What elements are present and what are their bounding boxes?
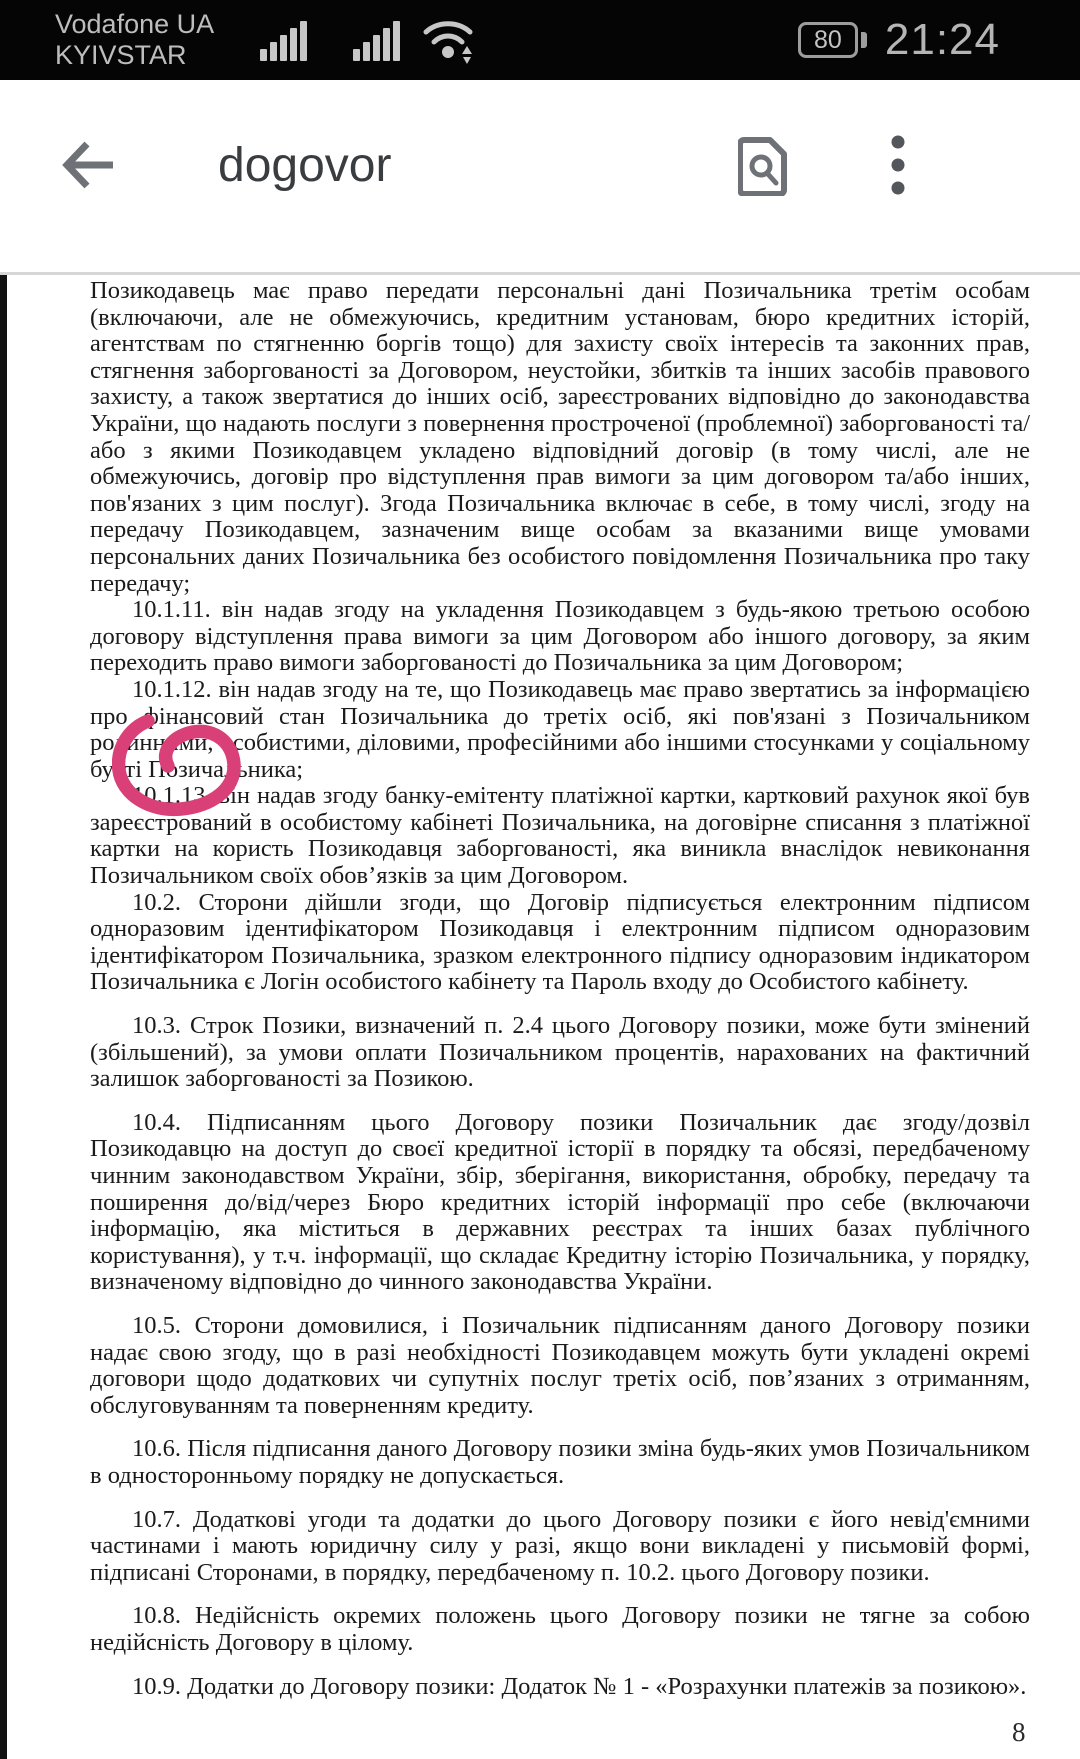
paragraph-10-9: 10.9. Додатки до Договору позики: Додаток № 1 - «Розрахунки платежів за позикою».: [132, 1672, 1027, 1700]
cellular-signal-icon: [260, 19, 307, 61]
find-in-document-icon: [738, 134, 790, 196]
carrier-name-1: Vodafone UA: [55, 9, 215, 39]
battery-icon: [798, 22, 858, 58]
status-time: 21:24: [884, 15, 1000, 64]
document-page[interactable]: [7, 275, 1080, 1759]
cellular-signal-2-icon: [353, 19, 400, 61]
wifi-icon: [422, 16, 478, 69]
app-toolbar: [0, 80, 1080, 272]
paragraph-10-1-12: 10.1.12. він надав згоду на те, що Позикодавець має право звертатись за інформацією про фінансовий стан Позичальника до третіх осіб, які пов'язані з Позичальником родинними, особистими, діловими, професійними або іншими стосунками у соціальному бутті Позичальника;: [90, 675, 1030, 783]
overflow-menu-button[interactable]: [866, 133, 930, 197]
paragraph-10-1-11: 10.1.11. він надав згоду на укладення Позикодавцем з будь-якою третьою особою договору відступлення права вимоги за цим Договором або іншого договору, за яким переходить право вимоги заборгованості до Позичальника за цим Договором;: [90, 596, 1030, 677]
status-bar: [0, 0, 1080, 80]
document-paragraphs: [90, 278, 1030, 1700]
back-arrow-icon: [61, 136, 119, 194]
battery-nub: [861, 32, 867, 48]
paragraph-10-5: 10.5. Сторони домовилися, і Позичальник підписанням даного Договору позики надає свою згоду, що в разі необхідності Позикодавцем можуть бути укладені окремі договори щодо додаткових чи супутніх послуг третіх осіб, пов’язаних з отриманням, обслуговуванням та поверненням кредиту.: [90, 1311, 1030, 1419]
paragraph-10-3: 10.3. Строк Позики, визначений п. 2.4 цього Договору позики, може бути змінений (збільшений), за умови оплати Позичальником процентів, нарахованих на фактичний залишок заборгованості за Позикою.: [90, 1012, 1030, 1093]
back-button[interactable]: [58, 133, 122, 197]
paragraph-10-2: 10.2. Сторони дійшли згоди, що Договір підписується електронним підписом одноразовим ідентифікатором Позикодавця і електронним підписом одноразовим ідентифікатором Позичальника, зразком електронного підпису одноразовим індикатором Позичальника є Логін особистого кабінету та Пароль входу до Особистого кабінету.: [90, 888, 1030, 996]
paragraph-10-4: 10.4. Підписанням цього Договору позики Позичальник дає згоду/дозвіл Позикодавцю на доступ до своєї кредитної історії в порядку та обсязі, передбаченому чинним законодавством України, збір, зберігання, використання, обробку, передачу та поширення до/від/через Бюро кредитних історій інформації про себе (включаючи інформацію, яка міститься в державних реєстрах та інших базах публічного користування), у т.ч. інформації, що складає Кредитну історію Позичальника, у порядку, визначеному відповідно до чинного законодавства України.: [90, 1108, 1030, 1296]
battery-level: 80: [813, 25, 842, 54]
paragraph-continuation: Позикодавець має право передати персональні дані Позичальника третім особам (включаючи, але не обмежуючись, кредитним установам, бюро кредитних історій, агентствам по стягненню боргів тощо) для захисту своїх інтересів та законних прав, стягнення заборгованості за Договором, неустойки, збитків та інших засобів правового захисту, а також звертатися до інших осіб, зареєстрованих відповідно до законодавства України, що надають послуги з повернення простроченої (проблемної) заборгованості та/або з якими Позикодавцем укладено відповідний договір (в тому числі, але не обмежуючись, договір про відступлення прав вимоги за цим договором та/або інших, пов'язаних з цим послуг). Згода Позичальника включає в себе, в тому числі, згоду на передачу Позикодавцем, зазначеним вище особам за вказаними вище умовами персональних даних Позичальника без особистого повідомлення Позичальника про таку передачу;: [90, 277, 1030, 597]
find-in-document-button[interactable]: [732, 133, 796, 197]
overflow-menu-icon: [891, 134, 905, 196]
viewer-edge-background: [0, 275, 7, 1759]
page-number: 8: [1012, 1717, 1026, 1747]
paragraph-10-8: 10.8. Недійсність окремих положень цього Договору позики не тягне за собою недійсність Договору в цілому.: [90, 1602, 1030, 1656]
paragraph-10-1-13: 10.1.13. він надав згоду банку-емітенту платіжної картки, картковий рахунок якої був зареєстрований в особистому кабінеті Позичальника, на договірне списання з платіжної картки на користь Позикодавця заборгованості, яка виникла внаслідок невиконання Позичальником своїх обов’язків за цим Договором.: [90, 782, 1030, 890]
carrier-labels: [55, 9, 214, 71]
paragraph-10-6: 10.6. Після підписання даного Договору позики зміна будь-яких умов Позичальником в односторонньому порядку не допускається.: [90, 1435, 1030, 1489]
carrier-name-2: KYIVSTAR: [55, 40, 187, 70]
paragraph-10-7: 10.7. Додаткові угоди та додатки до цього Договору позики є його невід'ємними частинами і мають юридичну силу у разі, якщо вони викладені у письмовій формі, підписані Сторонами, в порядку, передбаченому п. 10.2. цього Договору позики.: [90, 1505, 1030, 1586]
document-title: dogovor: [218, 138, 392, 192]
